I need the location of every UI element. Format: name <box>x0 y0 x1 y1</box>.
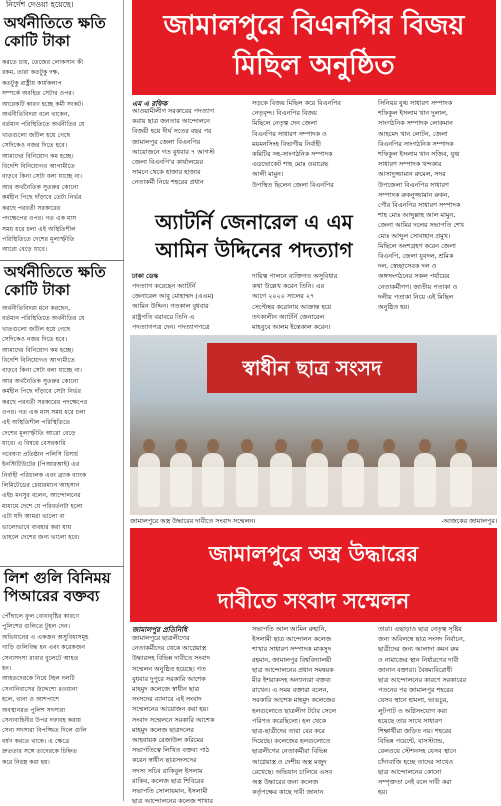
text-line: ছাত্রীদের জন্য আলাদা কমন রুম <box>378 645 459 654</box>
text-line: সম্মেলনের আয়োজন করা হয়। <box>132 705 209 714</box>
text-line: আরো বেড়ে যাবে। <box>2 246 48 254</box>
text-line: সেদিকেও নজর দিতে হবে। <box>2 142 68 150</box>
text-line: আরেকটি কারণ হচ্ছে কর্মী সংকট। <box>2 100 84 108</box>
text-line: ছাত্র আন্দোলনের প্রধান সমন্বয়ক <box>252 665 334 674</box>
story3-column-3 <box>378 624 496 800</box>
text-line: জেনারেল আবু মোহাম্মদ (এএম) <box>132 292 214 301</box>
text-line: ছাত্র আন্দোলনের কলেজ শাখার <box>132 797 213 806</box>
text-line: উপজেলা বিএনপির সাধারণ <box>378 180 449 189</box>
text-line: উপস্থিত ছিলেন জেলা বিএনপির <box>252 180 334 189</box>
text-line: মাহমুদ কলেজ ছাত্রদলের <box>132 725 194 734</box>
text-line: দ্রুততার সঙ্গে তাদেরকে চিহ্নিত <box>2 748 78 756</box>
text-line: শাহ মোঃ আব্দুল্লাহ আল মামুন, <box>378 211 456 220</box>
caption-text: জামালপুরে অস্ত্র উদ্ধারের দাবীতে সংবাদ সম্মেলন। <box>130 517 256 525</box>
text-line: আগে ২০২০ সালের ২৭ <box>252 292 315 301</box>
text-line: করতে চায়, তেজের লোকসান কী <box>2 59 83 66</box>
text-line: অর্থনীতিবিদরা মনে করছেন, <box>2 305 71 312</box>
text-line: সেনা সদস্যরা বিপজ্জিত দিলে গুলি <box>2 727 87 735</box>
text-line: করছে পরবর্তী সরকারের পদক্ষেপের <box>2 398 88 406</box>
text-line: মিছিলে নেতৃত্ব দেন জেলা <box>252 119 317 128</box>
text-line: খাতগুলো জটিল হয়ে গেছে <box>2 131 71 139</box>
text-line: সম্পৃক্ততা নেই বলে দাবী করা <box>378 778 452 787</box>
text-line: কতটুকু রাষ্ট্রীয় কার্যকলাপ <box>2 79 62 87</box>
text-line: গাড়ি গুলিবিদ্ধ হন এবং করেকজন <box>2 644 86 652</box>
left-top-fragment: নির্দেশ দেওয়া হয়েছে। <box>6 0 74 9</box>
text-line: পরিস্থিতিতে দেশের মূল্যস্ফীতি <box>2 235 75 243</box>
text-line: পৌঁছালে ফুল বোবাবৃষ্টির কারণে <box>2 613 80 620</box>
text-line: ও নামাজের স্থান নির্ধারণের দাবী <box>378 655 459 664</box>
text-line: আলী মামুন। <box>252 170 284 179</box>
text-line: তাহলে দেশের জন্য ভালো হবে। <box>2 533 80 541</box>
text-line: মাধ্যমে দেশে যে পরিবর্তনটা হলো <box>2 502 83 510</box>
text-line: ময়মনসিংহ বিভাগীয় নির্বাহী <box>252 139 321 148</box>
text-line: লুটপাট ও অগ্নিসংযোগ করা <box>378 706 448 715</box>
left-headline-1: অর্থনীতিতে ক্ষতি কোটি টাকা <box>4 14 106 50</box>
text-line: আহবায়ক রেজাউল করিমের <box>132 736 204 745</box>
text-line: ছাত্র-ছাত্রীদের তারা বের করে <box>252 727 325 736</box>
text-line: হয়। <box>378 788 388 797</box>
text-line: সভাপতি আল আমিন রুহানি, <box>252 625 327 633</box>
text-line: রাষ্ট্রপতি বরাবরে তিনি এ <box>132 312 195 321</box>
story2-dateline: ঢাকা ডেস্ক <box>132 272 158 280</box>
text-line: রাকিব, কলেজ ছাত্র শিবিরের <box>132 776 204 785</box>
text-line: যাবে। এ বিষয়ে বেসরকারি <box>2 440 66 448</box>
text-line: নির্বাহী পরিচালক এবং ব্র্যাক ব্যাংক <box>2 471 87 479</box>
text-line: আর অর্থনৈতিক সুতরুর কোনো <box>2 183 79 191</box>
left-text-2 <box>2 304 122 549</box>
text-line: সভাপতিত্বে লিখিত বক্তব্য পাঠ <box>132 746 210 755</box>
text-line: অনুষ্ঠিত হয়। <box>378 303 410 312</box>
text-line: বিএনপির সাধারণ সম্পাদক ও <box>252 129 327 138</box>
text-line: যেসব স্থানে হামলা, ভাঙচুর, <box>378 696 449 705</box>
text-line: দলীয় পতাকা নিয়ে এই মিছিল <box>378 292 454 301</box>
text-line: সম্পর্কে অবহিত সেটার ওপর। <box>2 90 74 98</box>
text-line: আমাদের বিনিয়োগ কম হচ্ছে। <box>2 152 74 160</box>
text-line: এডভোকেট শাহ মোঃ ওয়ারেছ <box>252 160 329 169</box>
text-line: দিয়েছে। কলেজের হলগুলোতে <box>252 737 331 746</box>
text-line: বর্ষণ করতে থাকে। এ ক্ষেত্রে <box>2 737 70 745</box>
text-line: তারা। এছাড়াও ছাত্র নেতৃত্ব সৃষ্টির <box>378 625 462 633</box>
text-line: শফিকুল ইসলাম খান সজিব, যুগ্ম <box>378 150 460 159</box>
story3-headline-line-2: দাবীতে সংবাদ সম্মেলন <box>130 580 497 622</box>
text-line: চাঁদাবাজি হচ্ছে তাদের সাথেও <box>378 757 454 766</box>
text-line: সাংগঠনিক সম্পাদক লোকমান <box>378 119 453 128</box>
text-line: বর্তমান পরিস্থিতিতে অর্থনীতির যে <box>2 121 85 129</box>
text-line: রহমান, জামালপুর বিশ্ববিদ্যালয়ী <box>252 655 332 664</box>
text-line: আসাদুজ্জামান রুমেল, সদর <box>378 170 446 179</box>
text-line: মোঃ আব্দুল সোবাহান প্রমুখ। <box>378 231 451 240</box>
text-line: আয়োজনে গত বুধবার ৭ আগস্ট <box>132 147 215 156</box>
text-line: রকম, তারা কতটুকু দক্ষ, <box>2 69 60 77</box>
text-line: মিছিলে অংশগ্রহণ করেন জেলা <box>378 241 456 250</box>
text-line: পদক্ষেপের ওপর। গত এক মাস <box>2 215 77 223</box>
text-line: জামালপুর জেলা বিএনপির <box>132 137 201 146</box>
text-line: মীর ইশরাকসহ অন্যান্যরা বক্তব্য <box>252 676 331 685</box>
text-line: সেনানিবাসের উদ্দেশ্যে রওয়ানা <box>2 685 78 693</box>
text-line: বর্তমান পরিস্থিতিতে অর্থনীতির যে <box>2 315 85 323</box>
text-line: কমিটির সহ-সাংগঠনিক সম্পাদক <box>252 150 333 159</box>
left-headline-3: লিশ গুলি বিনিময় পিআরের বক্তব্য <box>0 566 124 608</box>
text-line: শাখার সাধারণ সম্পাদক মাকসুদ <box>252 645 331 654</box>
text-line: সেনাসদস্য রাবার বুলেটে আহত <box>2 654 79 662</box>
text-line: ইনস্টিটিউটের (পিআরআই) এর <box>2 461 80 469</box>
text-line: বিদেশি বিনিয়োগও আগামীতে <box>2 357 75 365</box>
text-line: জামালপুরে ছাত্রলীগের <box>132 634 190 642</box>
text-line: বাড়বে কিনা সেটা বলা যাচ্ছে না। <box>2 173 83 181</box>
text-line: অবস্থানরত পুলিশ সদস্যরা <box>2 706 66 714</box>
left-text-3 <box>2 612 122 772</box>
text-line: অস্ত্র উদ্ধারের জন্য কলেজ <box>252 778 319 787</box>
text-line: এইচ মনসুর বলেন, আন্দোলনের <box>2 492 81 500</box>
text-line: রেখেছে। অভিযান চালিয়ে এসব <box>252 767 333 776</box>
text-line: সড়কে বিজয় মিছিল করে বিএনপির <box>252 99 341 107</box>
text-line: বিদেশি বিনিয়োগও আগামীতে <box>2 163 75 171</box>
text-line: সদস্য সচিব রাকিবুল ইসলাম <box>132 766 203 775</box>
text-line: কর্তৃপক্ষের কাছে দাবী জানান <box>252 788 324 797</box>
text-line: সিনিয়র যুগ্ম সাধারণ সম্পাদক <box>378 99 453 107</box>
text-line: নেতাকর্মীগণ। জাতীয় পতাকা ও <box>378 282 458 291</box>
text-line: আমিন উদ্দিন। গতকাল বুধবার <box>132 302 209 311</box>
photo-table <box>130 467 497 515</box>
left-text-1 <box>2 58 122 260</box>
story2-column-1 <box>132 281 248 333</box>
text-line: এটা যদি আমরা ভালো বা <box>2 513 65 521</box>
text-line: পদত্যাগ করেছেন অ্যাটর্নি <box>132 282 196 290</box>
story3-column-2 <box>252 624 372 800</box>
story1-headline: জামালপুরে বিএনপির বিজয় মিছিল অনুষ্ঠিত <box>132 0 496 95</box>
text-line: দল, স্বেচ্ছাসেবক দল ও <box>378 262 437 271</box>
story2-headline: অ্যাটর্নি জেনারেল এ এম আমিন উদ্দিনের পদত্যাগ <box>155 210 353 262</box>
text-line: শফিকুল ইসলাম খান দুলাল, <box>378 109 448 118</box>
left-headline-2: অর্থনীতিতে ক্ষতি কোটি টাকা <box>0 260 124 302</box>
text-line: গবেষণা প্রতিষ্ঠান পলিসি রিসার্চ <box>2 450 79 458</box>
text-line: নেতৃবৃন্দ। বিএনপির বিজয় <box>252 109 317 118</box>
text-line: দেশের মূল্যস্ফীতি আরো বেড়ে <box>2 429 76 437</box>
text-line: সম্মেলন অনুষ্ঠিত হয়েছে। গত <box>132 664 206 673</box>
text-line: তৎকালীন অ্যাটর্নি জেনারেল <box>252 312 325 321</box>
text-line: সেনাবাহিনীর উপর দফাবহ করায় <box>2 717 81 725</box>
text-line: দায়িত্ব পালনে ব্যক্তিগত অসুবিধার <box>252 272 338 280</box>
text-line: সেপ্টেম্বর করোনায় আক্রান্ত হয়ে <box>252 302 332 311</box>
story3-credit: জামালপুর প্রতিনিধি <box>132 626 188 634</box>
story2-column-2 <box>252 271 374 333</box>
text-line: ভালোভাবে ব্যবহার করা যায় <box>2 523 72 531</box>
text-line: নেতাকর্মী নিয়ে শহরের প্রধান <box>132 178 204 187</box>
text-line: আওয়ামীলীগ সরকারের পদত্যাগ <box>132 107 215 115</box>
photo-caption <box>130 516 497 526</box>
text-line: অভিযানের এ একজন অসুবিধাসমূহ <box>2 633 89 641</box>
text-line: বিভিন্ন পয়েন্টে, বাসস্ট্যান্ড, <box>378 737 445 746</box>
text-line: আর অর্থনৈতিক সুতরুর কোনো <box>2 377 79 385</box>
text-line: হলগুলোতে ছাত্রলীগ টর্চার সেলে <box>252 706 337 715</box>
text-line: অঙ্গসংগঠনের সকল পর্যায়ের <box>378 272 450 281</box>
text-line: সময় ধরে চলা এই অস্থিতিশীল <box>2 225 76 233</box>
text-line: রাখেন। এ সময় বক্তারা বলেন, <box>252 686 329 695</box>
story1-column-2 <box>252 98 372 203</box>
text-line: বুধবার দুপুরে সরকারি আশেক <box>132 674 206 683</box>
text-line: মাহমুদ কলেজে স্বাধীন ছাত্র <box>132 685 200 694</box>
text-line: বিএনপির সাংগঠনিক সম্পাদক <box>378 139 454 148</box>
text-line: পরিণত করেছিলো। হল থেকে <box>252 716 327 725</box>
text-line: জন্য অবিলম্বে ছাত্র সংসদ নির্বাচন, <box>378 635 465 644</box>
text-line: রেলওয়ে স্টেশনসহ যেসব স্থানে <box>378 747 457 756</box>
text-line: জেলা আমির দলের সভাপতি শেখ <box>378 221 464 230</box>
text-line: কর্মহীন পিছে দাঁড়াবে সেটা নির্ভর <box>2 388 81 396</box>
text-line: মাহবুবে আলম ইন্তেকাল করেন। <box>252 323 331 332</box>
text-line: হয়েছে তার সাথে সাধারণ <box>378 716 443 725</box>
text-line: অর্থনীতিবিদরা বলে থাকেন, <box>2 111 70 119</box>
text-line: ওপর। গত এক মাস সময় ধরে চলা <box>2 409 86 417</box>
text-line: বাড়বে কিনা সেটা বলা যাচ্ছে না। <box>2 367 83 375</box>
text-line: ছাত্র আন্দোলনের কোনো <box>378 767 442 776</box>
text-line: সরকারি আশেক মাহমুদ কলেজের <box>252 696 336 705</box>
text-line: আগ্নেয়াস্ত্র ও দেশীয় অস্ত্র মজুদ <box>252 757 327 766</box>
story1-column-1 <box>132 106 248 201</box>
text-line: শিক্ষার্থীরা জড়িত নয়। শহরের <box>378 727 452 736</box>
text-line: কথা উল্লেখ করেন তিনি। এর <box>252 282 325 291</box>
text-line: ইসলামী ছাত্র আন্দোলন কলেজ <box>252 635 332 644</box>
text-line: পুলিশের গুলিতে টুহল দেন। <box>2 623 70 631</box>
text-line: আমাদের বিনিয়োগ কম হচ্ছে। <box>2 346 74 354</box>
story3-column-1 <box>132 633 248 806</box>
text-line: সাধারণ সম্পাদক খন্দকার <box>378 160 442 169</box>
text-line: বিএনপি, জেলা যুবদল, শ্রমিক <box>378 252 454 261</box>
text-line: খাতগুলো জটিল হয়ে গেছে <box>2 325 71 333</box>
text-line: পদত্যাগপত্র দেন। পদত্যাগপত্রে <box>132 322 210 331</box>
text-line: নেতাকর্মীদের থেকে আগ্নেয়াস্ত্র <box>132 644 207 653</box>
text-line: জেলা বিএনপি'র কার্যালয়ের <box>132 158 203 167</box>
text-line: হন। <box>2 665 12 673</box>
text-line: করে নিরস্ত্র করা হয়। <box>2 758 50 766</box>
press-conference-photo <box>130 335 497 515</box>
text-line: উদ্ধারসহ বিভিন্ন দাবীতে সংবাদ <box>132 654 211 663</box>
text-line: ছাত্র আন্দোলনের কারণে সরকারের <box>378 676 467 685</box>
text-line: সেদিকেও নজর দিতে হবে। <box>2 336 68 344</box>
text-line: সভাপতি সোলায়মান, ইসলামী <box>132 787 208 796</box>
caption-credit: -আজকের জামালপুর। <box>441 517 497 525</box>
text-line: পতনের পর জামালপুর শহরের <box>378 686 454 695</box>
text-line: বিজয়ী হয়ে দীর্ঘ সতের বছর পর <box>132 127 212 136</box>
text-line: এই অস্থিতিশীল পরিস্থিতিতে <box>2 419 71 427</box>
text-line: জানান বক্তারা। বৈষম্যবিরোধী <box>378 665 453 674</box>
text-line: আহতদেরকে নিয়ে টহল দলটি <box>2 675 75 683</box>
photo-banner: স্বাধীন ছাত্র সংসদ <box>207 343 417 393</box>
text-line: করেন স্বাধীন ছাত্রসংসদের <box>132 756 197 765</box>
text-line: সামনে থেকে হাজার হাজার <box>132 168 201 177</box>
text-line: সংসদের ব্যানারে এই সংবাদ <box>132 695 202 704</box>
story1-credit: এম এ রফিক <box>132 100 168 108</box>
story1-column-3 <box>378 98 496 320</box>
text-line: লিমিটেডের চেয়ারম্যান আহসান <box>2 481 80 489</box>
text-line: করায় ছাত্র জনতার আন্দোলনে <box>132 117 210 126</box>
text-line: কর্মহীন পিছে দাঁড়াবে তেটা নির্ভর <box>2 194 82 202</box>
text-line: ছাত্রলীগের নেতাকর্মীরা বিভিন্ন <box>252 747 328 756</box>
text-line: করছে পরবর্তী সরকারের <box>2 204 61 212</box>
text-line: হলে, থানা ও আশপাশে <box>2 696 60 704</box>
text-line: সম্পাদক রুকনুজ্জামান রুকন, <box>378 190 450 199</box>
text-line: সংবাদ সম্মেলনে সরকারি আশেক <box>132 715 215 724</box>
text-line: আহমেদ খান লোটন, জেলা <box>378 129 448 138</box>
text-line: পৌর বিএনপির সাধারণ সম্পাদক <box>378 201 461 210</box>
story3-headline-line-1: জামালপুরে অস্ত্র উদ্ধারের <box>130 528 497 580</box>
